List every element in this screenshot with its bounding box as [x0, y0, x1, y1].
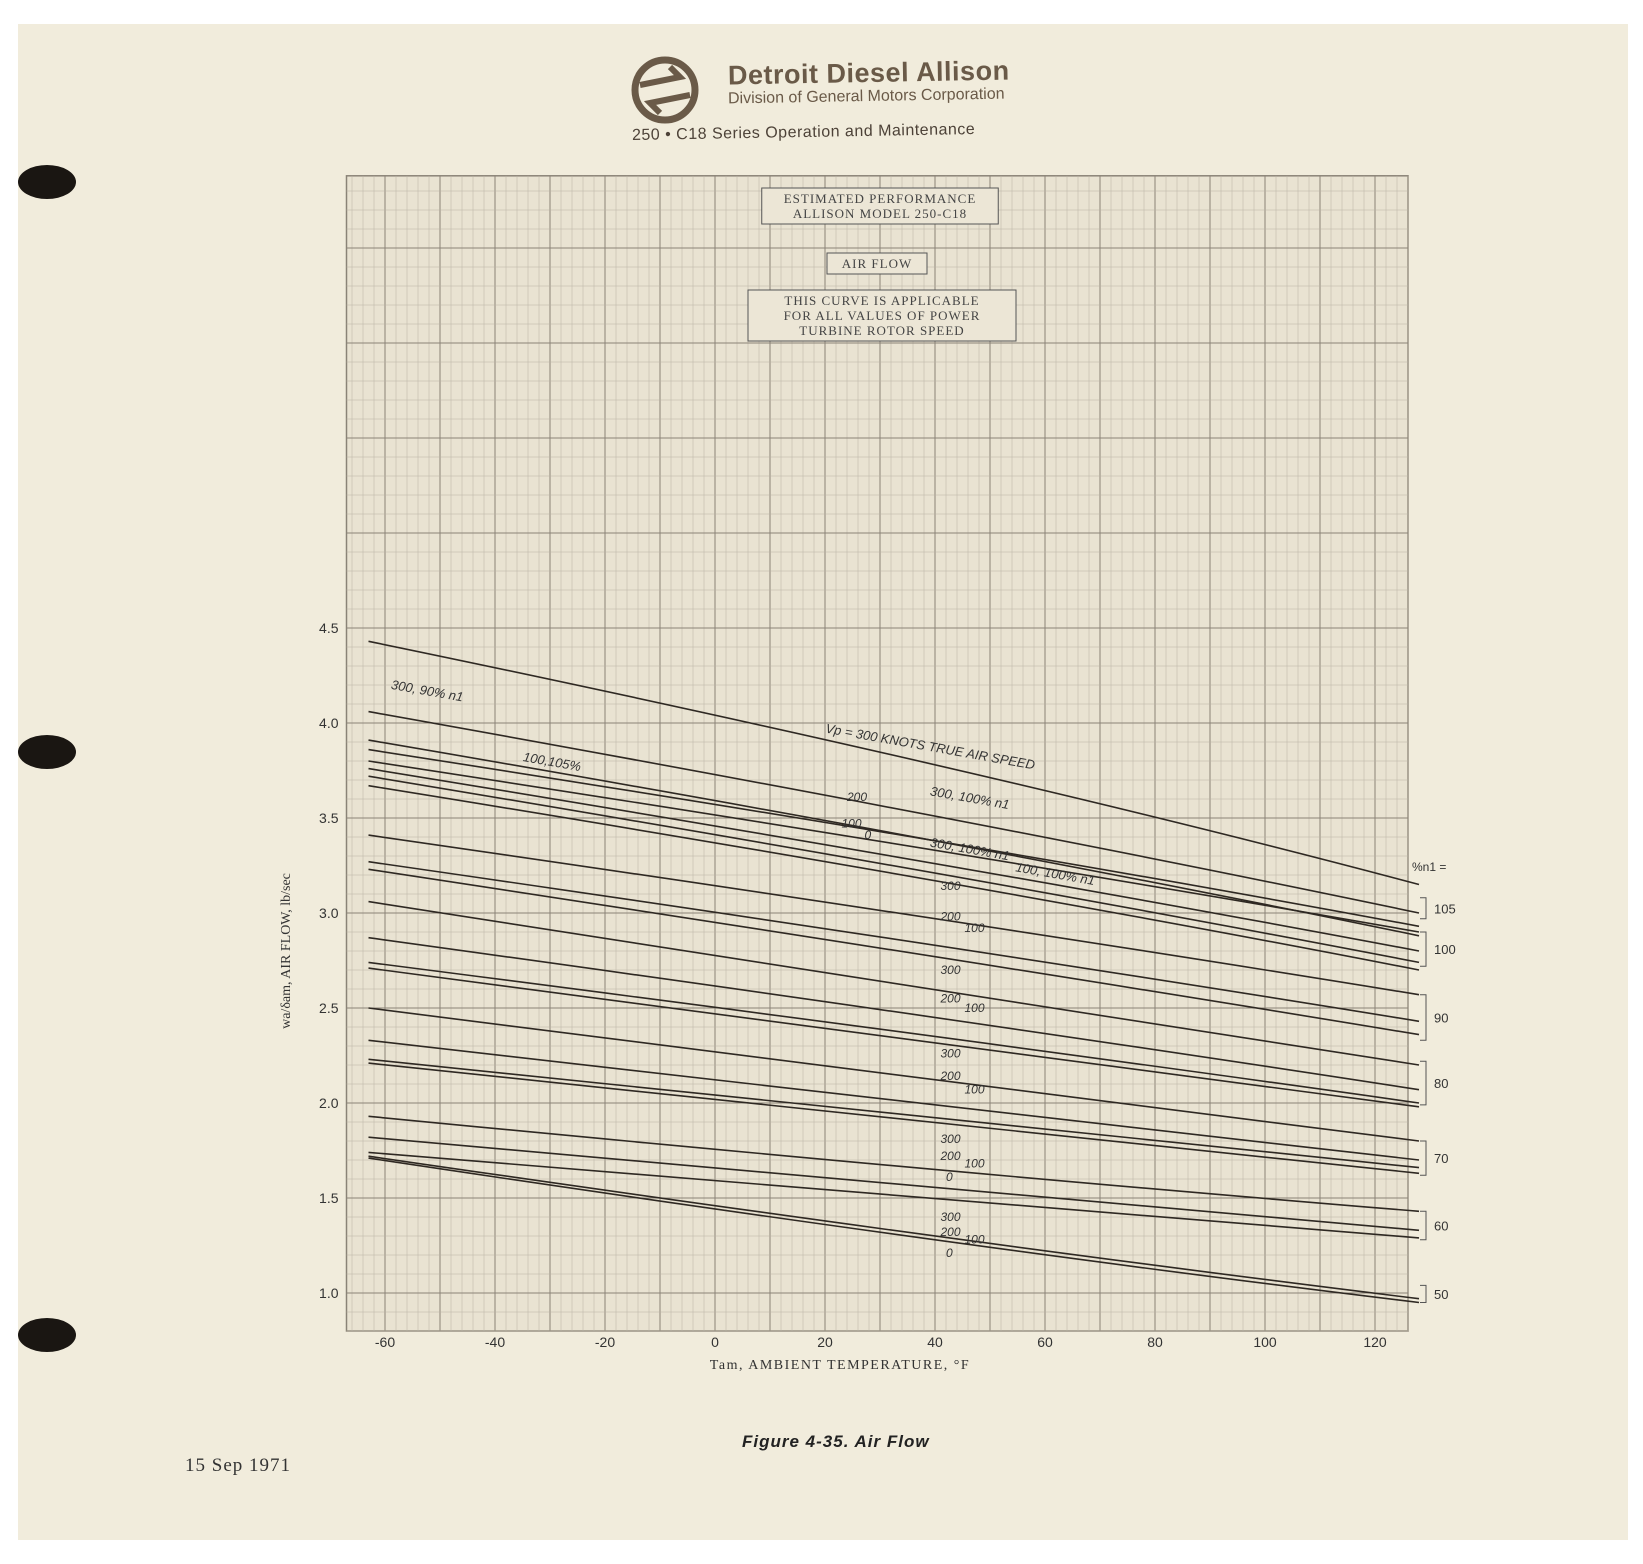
group-bracket	[1420, 1141, 1426, 1175]
curve-annotation: 200	[940, 909, 961, 924]
note-box-line: TURBINE ROTOR SPEED	[799, 323, 965, 338]
note-box-line: FOR ALL VALUES OF POWER	[783, 308, 981, 323]
curve-annotation: 300	[940, 1209, 961, 1224]
group-bracket	[1420, 932, 1426, 966]
curve-annotation: 100	[964, 1156, 985, 1171]
y-tick-label: 4.0	[319, 715, 339, 731]
curve-annotation: 0	[946, 1169, 953, 1184]
y-tick-label: 2.0	[319, 1095, 339, 1111]
figure-caption: Figure 4-35. Air Flow	[742, 1432, 930, 1451]
brand-name: Detroit Diesel Allison	[727, 55, 1010, 91]
curve-annotation: 300, 90% n1	[389, 676, 465, 705]
curve-annotation: 100,105%	[521, 749, 583, 775]
legend-title: %n1 =	[1412, 860, 1447, 875]
curve-annotation: 300	[940, 1131, 961, 1146]
group-bracket	[1420, 995, 1426, 1041]
curve-annotation: 0	[864, 827, 872, 842]
curve-annotation: 300, 100% n1	[928, 834, 1011, 864]
x-tick-label: 0	[711, 1334, 719, 1350]
curve-annotation: 100	[964, 921, 985, 935]
curve-annotation: 0	[946, 1245, 953, 1260]
curve-annotation: 200	[940, 991, 961, 1006]
curve-annotation: 200	[940, 1149, 961, 1163]
x-tick-label: 120	[1363, 1334, 1387, 1350]
curve-annotation: 300	[940, 962, 961, 977]
x-tick-label: -20	[594, 1334, 616, 1350]
group-bracket	[1420, 1285, 1426, 1302]
curve-annotation: Vp = 300 KNOTS TRUE AIR SPEED	[824, 720, 1037, 773]
x-tick-label: -60	[374, 1334, 396, 1350]
note-box-line: THIS CURVE IS APPLICABLE	[784, 293, 980, 308]
group-label-n1: 100	[1434, 942, 1456, 958]
curve-annotation: 100, 100% n1	[1014, 859, 1097, 889]
x-tick-label: -40	[484, 1334, 506, 1350]
curve-annotation: 200	[940, 1225, 961, 1239]
x-tick-label: 40	[927, 1334, 943, 1350]
y-tick-label: 1.0	[319, 1285, 339, 1301]
curve-annotation: 100	[841, 816, 862, 831]
y-tick-label: 1.5	[319, 1190, 339, 1206]
y-tick-label: 2.5	[319, 1000, 339, 1016]
subtitle-box-line: AIR FLOW	[841, 256, 913, 271]
group-label-n1: 70	[1434, 1151, 1449, 1167]
y-axis-label: wa/δam, AIR FLOW, lb/sec	[279, 873, 294, 1029]
brand-division: Division of General Motors Corporation	[727, 85, 1005, 108]
curve-annotation: 300, 100% n1	[928, 783, 1011, 813]
x-tick-label: 60	[1037, 1334, 1053, 1350]
y-tick-label: 3.0	[319, 905, 339, 921]
curve-annotation: 200	[940, 1069, 961, 1084]
x-tick-label: 80	[1147, 1334, 1163, 1350]
group-label-n1: 90	[1434, 1010, 1449, 1026]
page-date: 15 Sep 1971	[185, 1455, 291, 1476]
x-axis-label: Tam, AMBIENT TEMPERATURE, °F	[709, 1358, 971, 1373]
curve-annotation: 100	[964, 1232, 985, 1247]
y-tick-label: 4.5	[319, 620, 339, 636]
group-label-n1: 80	[1434, 1076, 1449, 1092]
curve-annotation: 300	[940, 879, 961, 894]
curve-annotation: 100	[964, 1000, 985, 1015]
group-label-n1: 50	[1434, 1286, 1449, 1302]
group-label-n1: 105	[1434, 901, 1456, 917]
x-tick-label: 20	[817, 1334, 833, 1350]
group-bracket	[1420, 898, 1426, 919]
curve-annotation: 300	[940, 1046, 961, 1061]
group-bracket	[1420, 1061, 1426, 1105]
curve-annotation: 200	[847, 789, 868, 804]
curve-annotation: 100	[964, 1082, 985, 1097]
group-bracket	[1420, 1211, 1426, 1240]
title-box-line: ESTIMATED PERFORMANCE	[783, 191, 977, 206]
plot-area	[347, 176, 1409, 1331]
x-tick-label: 100	[1253, 1334, 1277, 1350]
group-label-n1: 60	[1434, 1218, 1449, 1234]
y-tick-label: 3.5	[319, 810, 339, 826]
title-box-line: ALLISON MODEL 250-C18	[792, 206, 968, 221]
manual-title: 250 • C18 Series Operation and Maintenance	[631, 121, 976, 144]
